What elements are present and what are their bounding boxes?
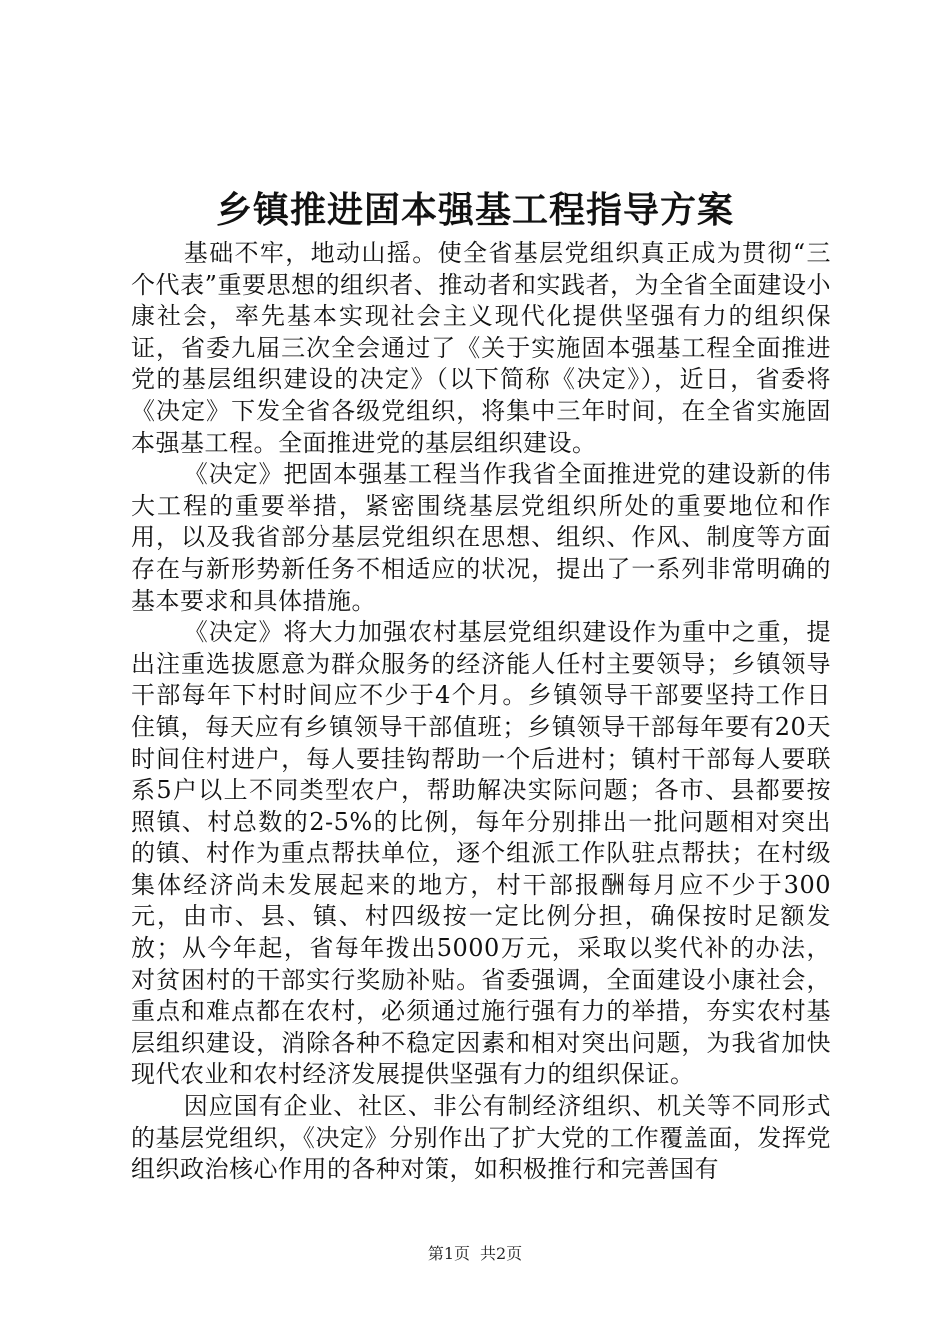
page-footer — [0, 1243, 950, 1265]
paragraph: 《决定》将大力加强农村基层党组织建设作为重中之重，提出注重选拔愿意为群众服务的经济能人任村主要领导；乡镇领导干部每年下村时间应不少于4个月。乡镇领导干部要坚持工作日住镇，每天应有乡镇领导干部值班；乡镇领导干部每年要有20天时间住村进户，每人要挂钩帮助一个后进村；镇村干部每人要联系5户以上不同类型农户，帮助解决实际问题；各市、县都要按照镇、村总数的2-5%的比例，每年分别排出一批问题相对突出的镇、村作为重点帮扶单位，逐个组派工作队驻点帮扶；在村级集体经济尚未发展起来的地方，村干部报酬每月应不少于300元，由市、县、镇、村四级按一定比例分担，确保按时足额发放；从今年起，省每年拨出5000万元，采取以奖代补的办法，对贫困村的干部实行奖励补贴。省委强调，全面建设小康社会，重点和难点都在农村，必须通过施行强有力的举措，夯实农村基层组织建设，消除各种不稳定因素和相对突出问题，为我省加快现代农业和农村经济发展提供坚强有力的组织保证。 — [131, 618, 831, 1089]
page-total: 共2页 — [480, 1244, 523, 1263]
document-body — [131, 238, 831, 1186]
document-title: 乡镇推进固本强基工程指导方案 — [215, 189, 734, 231]
page-number: 第1页 — [427, 1244, 470, 1263]
paragraph: 《决定》把固本强基工程当作我省全面推进党的建设新的伟大工程的重要举措，紧密围绕基层党组织所处的重要地位和作用，以及我省部分基层党组织在思想、组织、作风、制度等方面存在与新形势新任务不相适应的状况，提出了一系列非常明确的基本要求和具体措施。 — [131, 460, 831, 615]
paragraph: 基础不牢，地动山摇。使全省基层党组织真正成为贯彻“三个代表”重要思想的组织者、推动者和实践者，为全省全面建设小康社会，率先基本实现社会主义现代化提供坚强有力的组织保证，省委九届三次全会通过了《关于实施固本强基工程全面推进党的基层组织建设的决定》（以下简称《决定》），近日，省委将《决定》下发全省各级党组织，将集中三年时间，在全省实施固本强基工程。全面推进党的基层组织建设。 — [131, 239, 831, 457]
paragraph: 因应国有企业、社区、非公有制经济组织、机关等不同形式的基层党组织，《决定》分别作出了扩大党的工作覆盖面，发挥党组织政治核心作用的各种对策，如积极推行和完善国有 — [131, 1092, 831, 1184]
